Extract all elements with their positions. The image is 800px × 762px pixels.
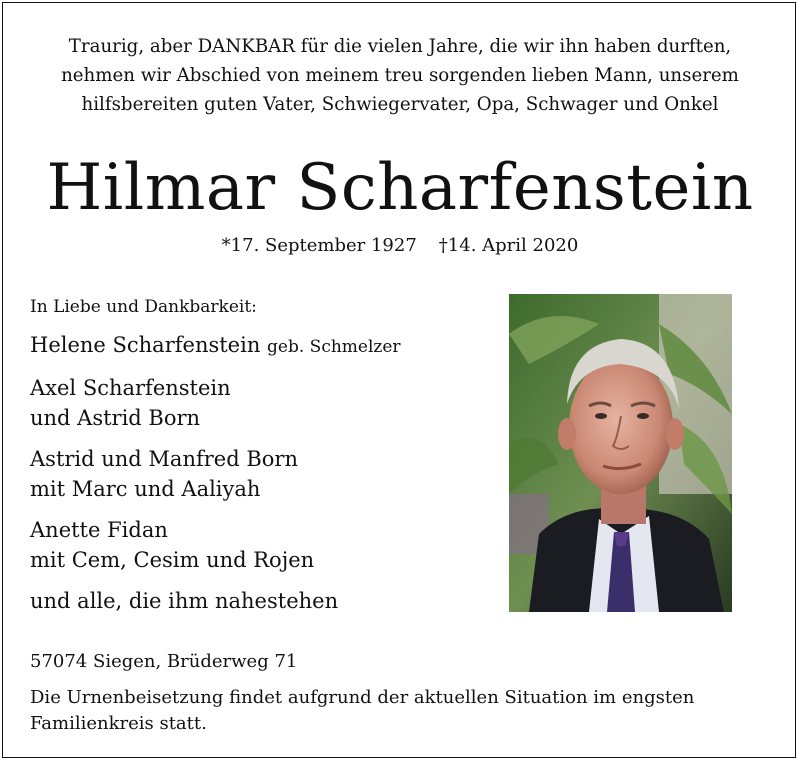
mourner-wife — [30, 330, 500, 362]
deceased-name: Hilmar Scharfenstein — [46, 151, 754, 225]
burial-note: Die Urnenbeisetzung findet aufgrund der aktuellen Situation im engsten Familienkreis statt. — [30, 687, 695, 734]
wife-name: Helene Scharfenstein — [30, 333, 261, 357]
wife-maiden-name: geb. Schmelzer — [267, 337, 401, 357]
mourner-line: Anette Fidan — [30, 518, 168, 542]
mourners-heading: In Liebe und Dankbarkeit: — [30, 297, 257, 317]
mourner-group-3 — [30, 515, 500, 575]
intro-text — [0, 32, 800, 119]
mourners-closing: und alle, die ihm nahestehen — [30, 589, 339, 613]
intro-line-3: hilfsbereiten guten Vater, Schwiegervater, Opa, Schwager und Onkel — [81, 94, 719, 115]
mourners-list — [30, 294, 500, 616]
intro-line-1: Traurig, aber DANKBAR für die vielen Jahre, die wir ihn haben durften, — [68, 36, 732, 57]
mourner-group-1 — [30, 373, 500, 433]
portrait-photo-icon — [509, 294, 732, 612]
mourner-line: mit Cem, Cesim und Rojen — [30, 548, 315, 572]
mourner-line: Astrid und Manfred Born — [30, 447, 298, 471]
mourner-line: und Astrid Born — [30, 406, 201, 430]
birth-date: *17. September 1927 — [221, 235, 417, 256]
portrait-photo — [509, 294, 732, 612]
life-dates — [0, 232, 800, 260]
mourner-line: mit Marc und Aaliyah — [30, 477, 261, 501]
intro-line-2: nehmen wir Abschied von meinem treu sorgenden lieben Mann, unserem — [61, 65, 739, 86]
death-date: †14. April 2020 — [438, 235, 579, 256]
mourner-group-2 — [30, 444, 500, 504]
address: 57074 Siegen, Brüderweg 71 — [30, 651, 298, 672]
mourner-line: Axel Scharfenstein — [30, 376, 231, 400]
